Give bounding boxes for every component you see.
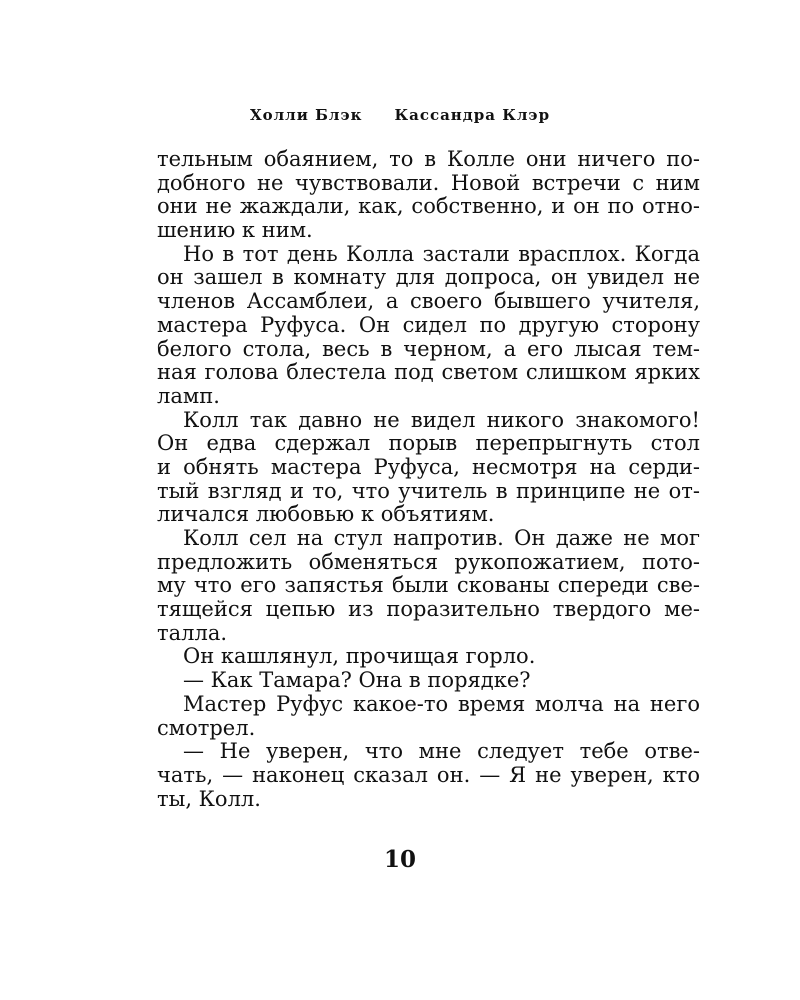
running-head: [0, 106, 800, 124]
text-line: чать, — наконец сказал он. — Я не уверен, кто: [157, 763, 700, 787]
text-line: они не жаждали, как, собственно, и он по отно-: [157, 195, 700, 219]
text-line: предложить обменяться рукопожатием, пото-: [157, 550, 700, 574]
running-head-author-2: Кассандра Клэр: [394, 106, 551, 124]
text-line: — Не уверен, что мне следует тебе отве-: [183, 740, 700, 764]
text-line: членов Ассамблеи, а своего бывшего учителя,: [157, 290, 700, 314]
text-line: и обнять мастера Руфуса, несмотря на серди-: [157, 455, 700, 479]
text-line: ламп.: [157, 384, 220, 408]
text-line: добного не чувствовали. Новой встречи с ним: [157, 171, 700, 195]
text-line: тящейся цепью из поразительно твердого ме-: [157, 598, 700, 622]
text-line: ная голова блестела под светом слишком ярких: [157, 361, 700, 385]
text-line: му что его запястья были скованы спереди све-: [157, 574, 700, 598]
text-line: Он едва сдержал порыв перепрыгнуть стол: [157, 432, 700, 456]
text-line: Но в тот день Колла застали врасплох. Когда: [183, 242, 700, 266]
body-text: [157, 148, 700, 811]
text-line: мастера Руфуса. Он сидел по другую сторону: [157, 313, 700, 337]
text-line: тый взгляд и то, что учитель в принципе не от-: [157, 479, 700, 503]
text-line: Колл сел на стул напротив. Он даже не мог: [183, 527, 700, 550]
text-line: Мастер Руфус какое-то время молча на него: [183, 692, 700, 716]
text-line: шению к ним.: [157, 219, 313, 243]
text-line: талла.: [157, 621, 228, 645]
text-line: Колл так давно не видел никого знакомого!: [183, 408, 700, 432]
text-line: белого стола, весь в черном, а его лысая тем-: [157, 337, 700, 361]
text-line: личался любовью к объятиям.: [157, 503, 495, 527]
text-line: он зашел в комнату для допроса, он увидел не: [157, 266, 700, 290]
text-line: ты, Колл.: [157, 787, 261, 811]
page-number: 10: [383, 846, 416, 873]
running-head-author-1: Холли Блэк: [249, 106, 363, 124]
text-line: тельным обаянием, то в Колле они ничего по-: [157, 148, 700, 171]
text-line: Он кашлянул, прочищая горло.: [183, 645, 536, 669]
text-line: — Как Тамара? Она в порядке?: [183, 669, 531, 693]
text-line: смотрел.: [157, 716, 256, 740]
